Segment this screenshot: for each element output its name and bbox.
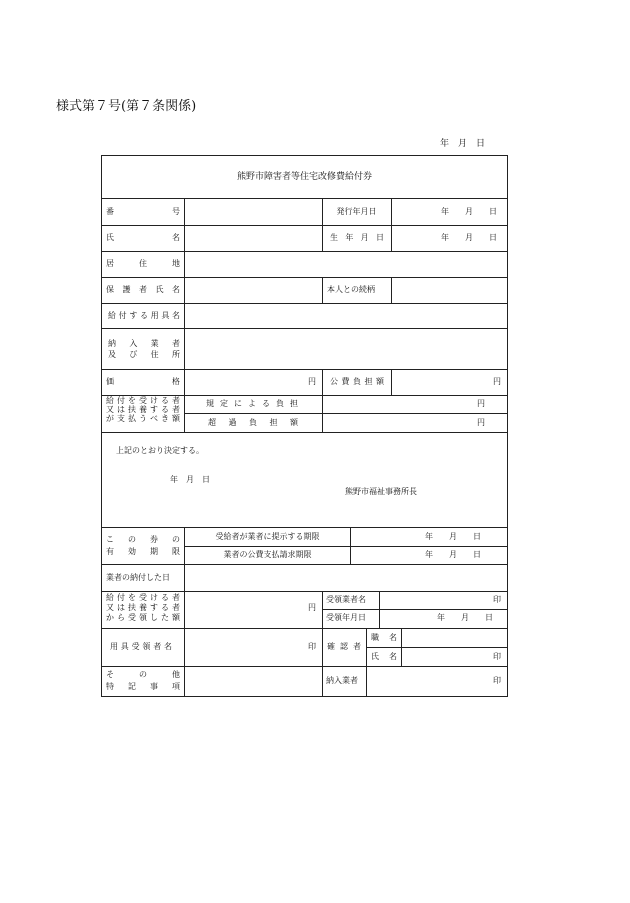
price-yen: 円 <box>308 377 316 386</box>
receipt-date-label: 受領年月日 <box>326 613 366 622</box>
public-burden-yen: 円 <box>493 377 501 386</box>
received-label-line2: 又は扶養する者 <box>106 603 180 612</box>
claim-deadline-label: 業者の公費支払請求期限 <box>223 550 312 559</box>
issue-date-value: 年 月 日 <box>441 207 497 216</box>
number-label: 番号 <box>106 207 180 216</box>
job-title-label: 職名 <box>371 633 397 642</box>
payable-label-line2: 又は扶養する者 <box>106 405 180 414</box>
issue-date-label: 発行年月日 <box>336 207 377 216</box>
payable-label-line1: 給付を受ける者 <box>106 396 180 405</box>
other-label-line1: その他 <box>106 670 180 679</box>
public-burden-label: 公費負担額 <box>330 377 384 386</box>
present-deadline-date: 年 月 日 <box>425 532 481 541</box>
birthdate-value: 年 月 日 <box>441 233 497 242</box>
confirmer-label: 確認者 <box>327 642 361 651</box>
decision-text: 上記のとおり決定する。 <box>116 446 204 455</box>
excess-burden-yen: 円 <box>477 418 485 427</box>
present-deadline-label: 受給者が業者に提示する期限 <box>215 532 320 541</box>
residence-label: 居住地 <box>106 259 180 268</box>
received-label-line3: から受領した額 <box>106 613 180 622</box>
decision-date: 年 月 日 <box>170 475 210 484</box>
receiver-name-label: 受領業者名 <box>326 595 366 604</box>
goods-receiver-label: 用具受領者名 <box>110 642 172 651</box>
item-name-label: 給付する用具名 <box>108 311 180 320</box>
form-title: 熊野市障害者等住宅改修費給付券 <box>236 172 372 182</box>
form-date-line: 年 月 日 <box>440 139 486 149</box>
received-yen: 円 <box>308 603 316 612</box>
other-label-line2: 特記事項 <box>106 682 180 691</box>
confirmer-seal: 印 <box>493 652 501 661</box>
excess-burden-label: 超過負担額 <box>208 418 298 427</box>
regulated-burden-label: 規定による負担 <box>206 399 298 408</box>
receipt-date-value: 年 月 日 <box>437 613 493 622</box>
received-label-line1: 給付を受ける者 <box>106 593 180 602</box>
form-number-label: 様式第７号(第７条関係) <box>56 99 197 114</box>
payable-label-line3: が支払うべき額 <box>106 414 180 423</box>
validity-label-line1: この券の <box>106 535 180 544</box>
delivery-vendor-label: 納入業者 <box>326 676 358 685</box>
price-label: 価格 <box>106 377 180 386</box>
vendor-label-line2: 及び住所 <box>108 350 180 359</box>
confirmer-name-label: 氏名 <box>371 652 397 661</box>
receiver-seal: 印 <box>493 595 501 604</box>
regulated-burden-yen: 円 <box>477 399 485 408</box>
vendor-label-line1: 納入業者 <box>108 339 180 348</box>
name-label: 氏名 <box>106 233 180 242</box>
guardian-name-label: 保護者氏名 <box>106 285 180 294</box>
birthdate-label: 生年月日 <box>330 233 384 242</box>
delivery-vendor-seal: 印 <box>493 676 501 685</box>
office-name: 熊野市福祉事務所長 <box>345 487 417 496</box>
delivery-date-label: 業者の納付した日 <box>106 573 170 582</box>
relationship-label: 本人との続柄 <box>327 285 375 294</box>
claim-deadline-date: 年 月 日 <box>425 550 481 559</box>
goods-receiver-seal: 印 <box>308 642 316 651</box>
validity-label-line2: 有効期限 <box>106 547 180 556</box>
